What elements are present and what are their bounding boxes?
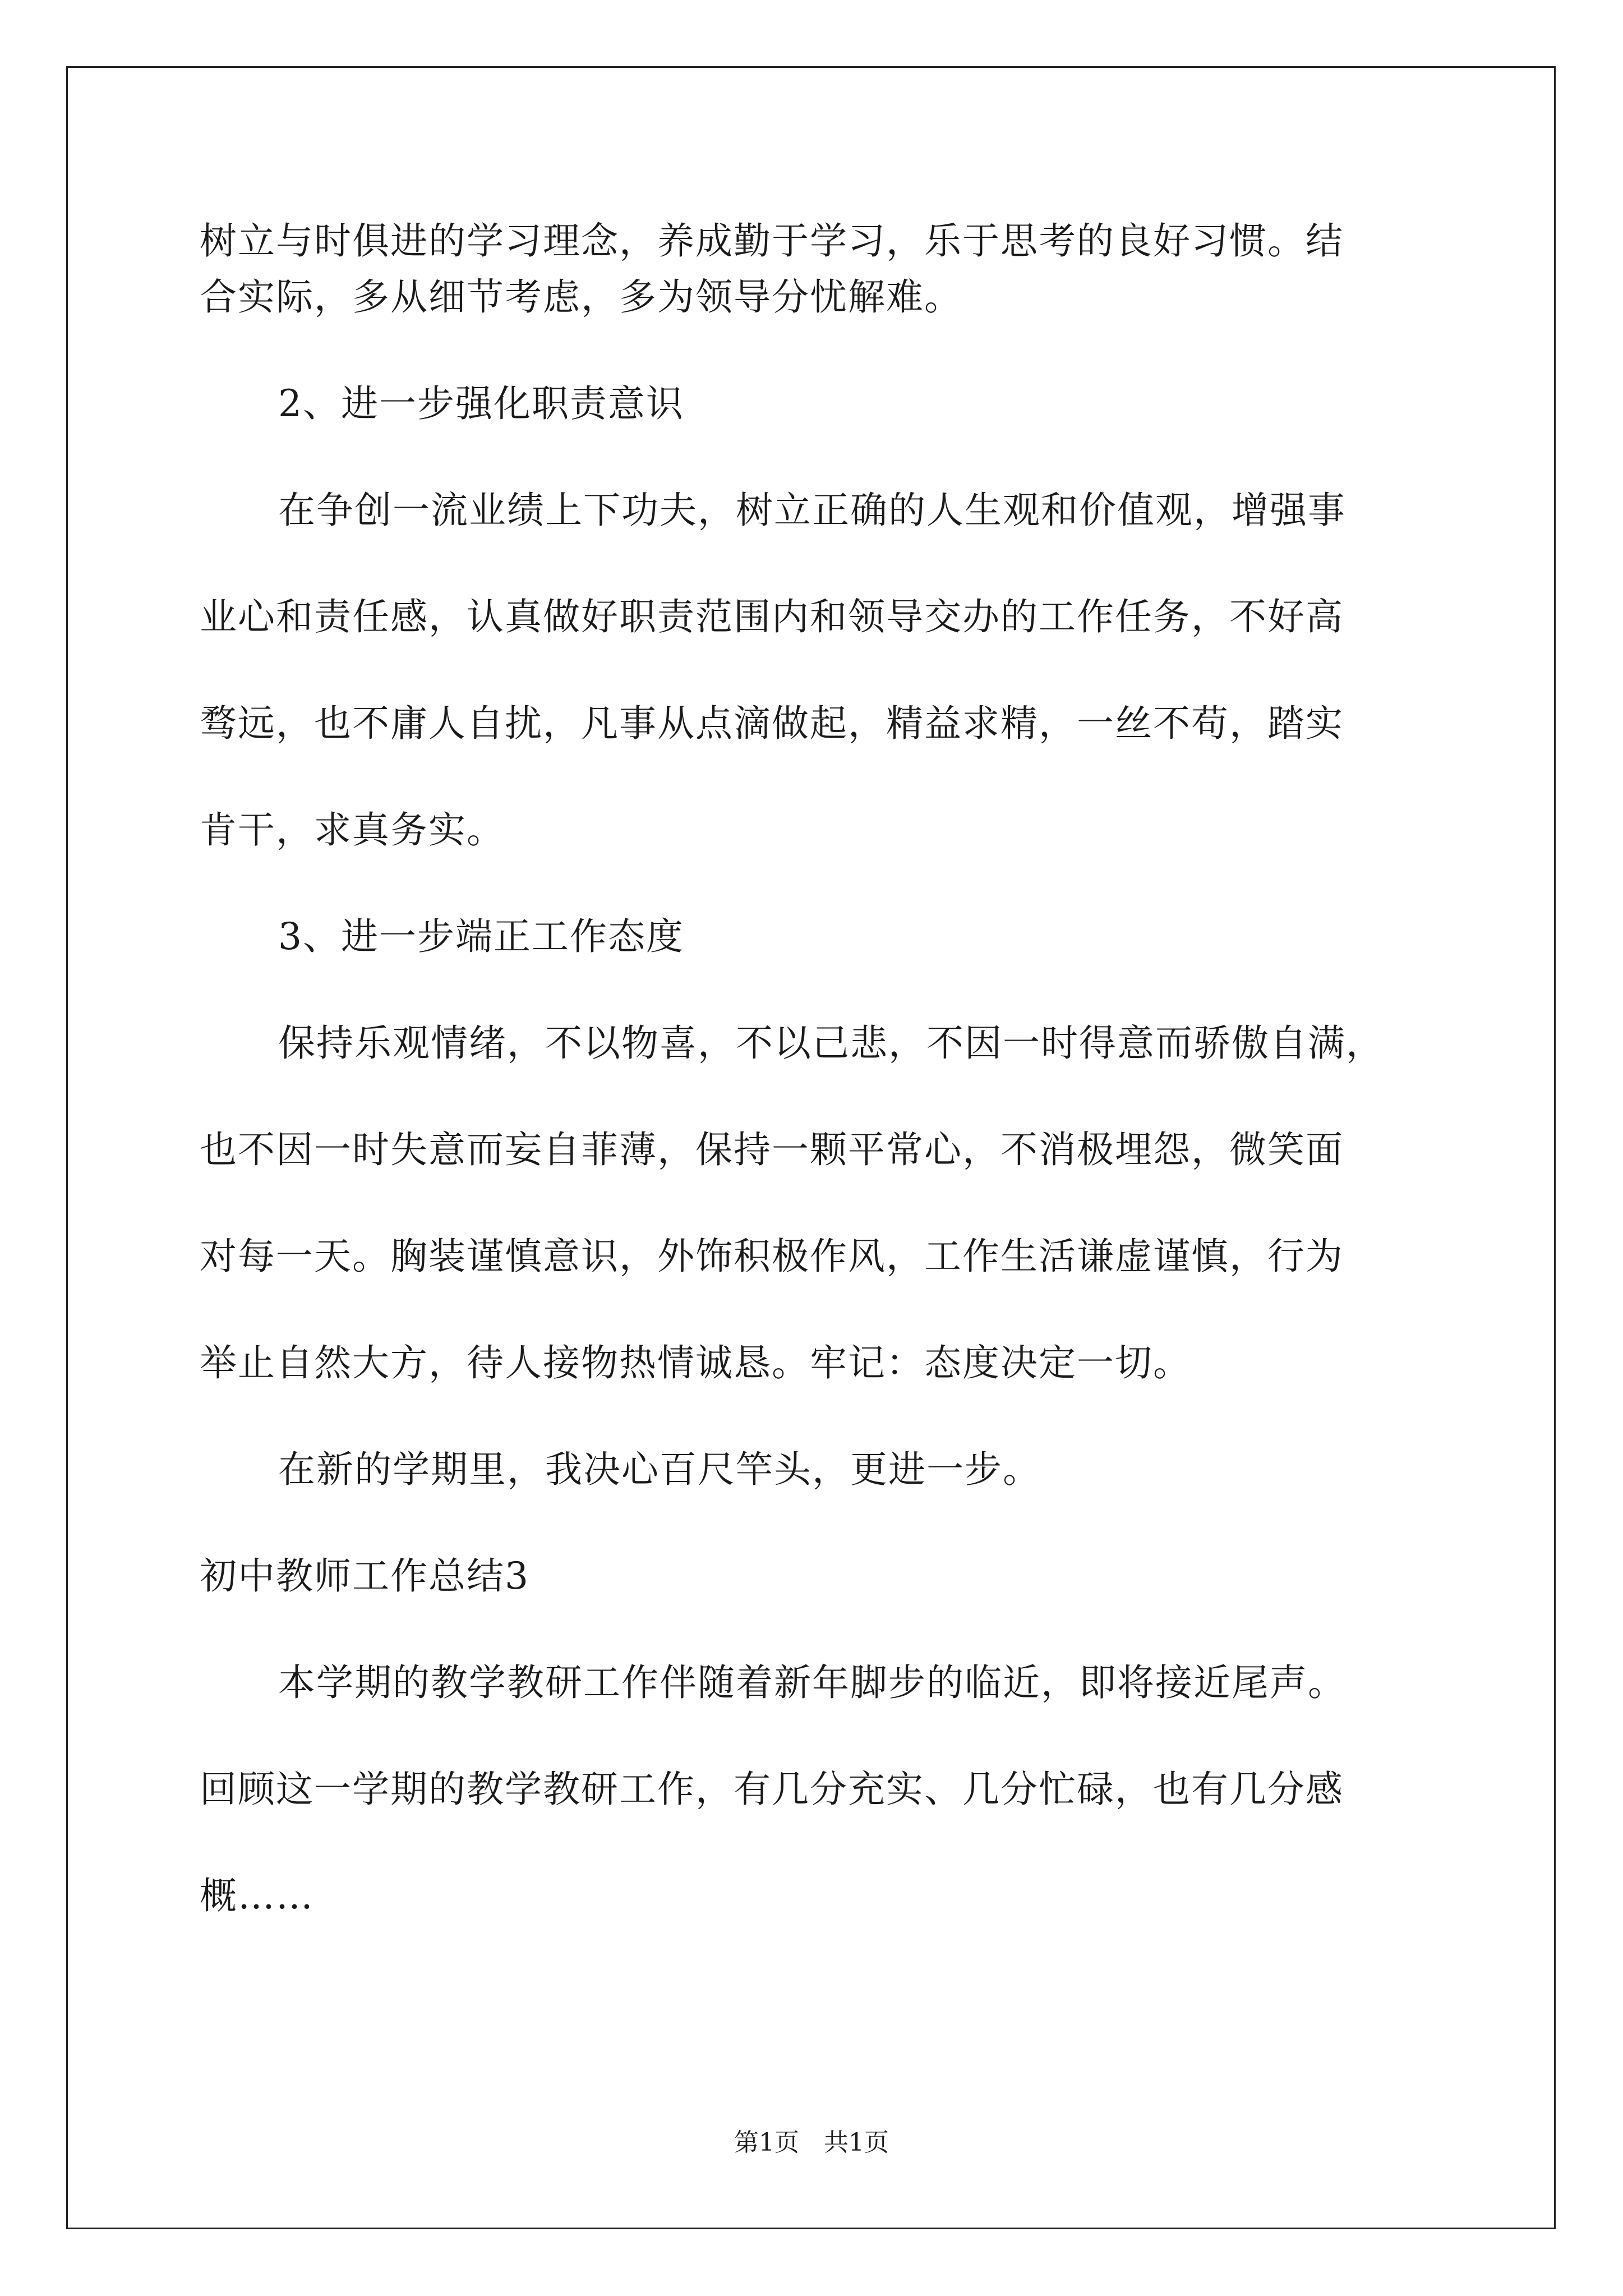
paragraph-line: 合实际，多从细节考虑，多为领导分忧解难。 [200,275,962,319]
page-footer [0,2126,1623,2160]
paragraph-line: 举止自然大方，待人接物热情诚恳。牢记：态度决定一切。 [200,1341,1191,1384]
paragraph-line: 也不因一时失意而妄自菲薄，保持一颗平常心，不消极埋怨，微笑面 [200,1128,1344,1171]
paragraph-line: 概…… [200,1874,314,1917]
page-total: 共1页 [824,2128,889,2157]
paragraph-line: 保持乐观情绪，不以物喜，不以己悲，不因一时得意而骄傲自满， [278,1022,1384,1065]
paragraph-line: 树立与时俱进的学习理念，养成勤于学习，乐于思考的良好习惯。结 [200,219,1344,263]
paragraph-line: 肯干，求真务实。 [200,808,505,852]
paragraph-line: 在争创一流业绩上下功夫，树立正确的人生观和价值观，增强事 [278,489,1346,532]
paragraph-line: 回顾这一学期的教学教研工作，有几分充实、几分忙碌，也有几分感 [200,1768,1344,1811]
page-number: 第1页 [734,2128,799,2157]
paragraph-line: 本学期的教学教研工作伴随着新年脚步的临近，即将接近尾声。 [278,1661,1346,1704]
article-heading: 初中教师工作总结3 [200,1554,529,1598]
paragraph-line: 骛远，也不庸人自扰，凡事从点滴做起，精益求精，一丝不苟，踏实 [200,702,1344,745]
paragraph-line: 在新的学期里，我决心百尺竿头，更进一步。 [278,1448,1041,1491]
document-body [200,213,1433,1924]
section-subheading: 3、进一步端正工作态度 [278,915,684,958]
paragraph-line: 业心和责任感，认真做好职责范围内和领导交办的工作任务，不好高 [200,595,1344,638]
section-subheading: 2、进一步强化职责意识 [278,382,684,425]
paragraph-line: 对每一天。胸装谨慎意识，外饰积极作风，工作生活谦虚谨慎，行为 [200,1235,1344,1278]
